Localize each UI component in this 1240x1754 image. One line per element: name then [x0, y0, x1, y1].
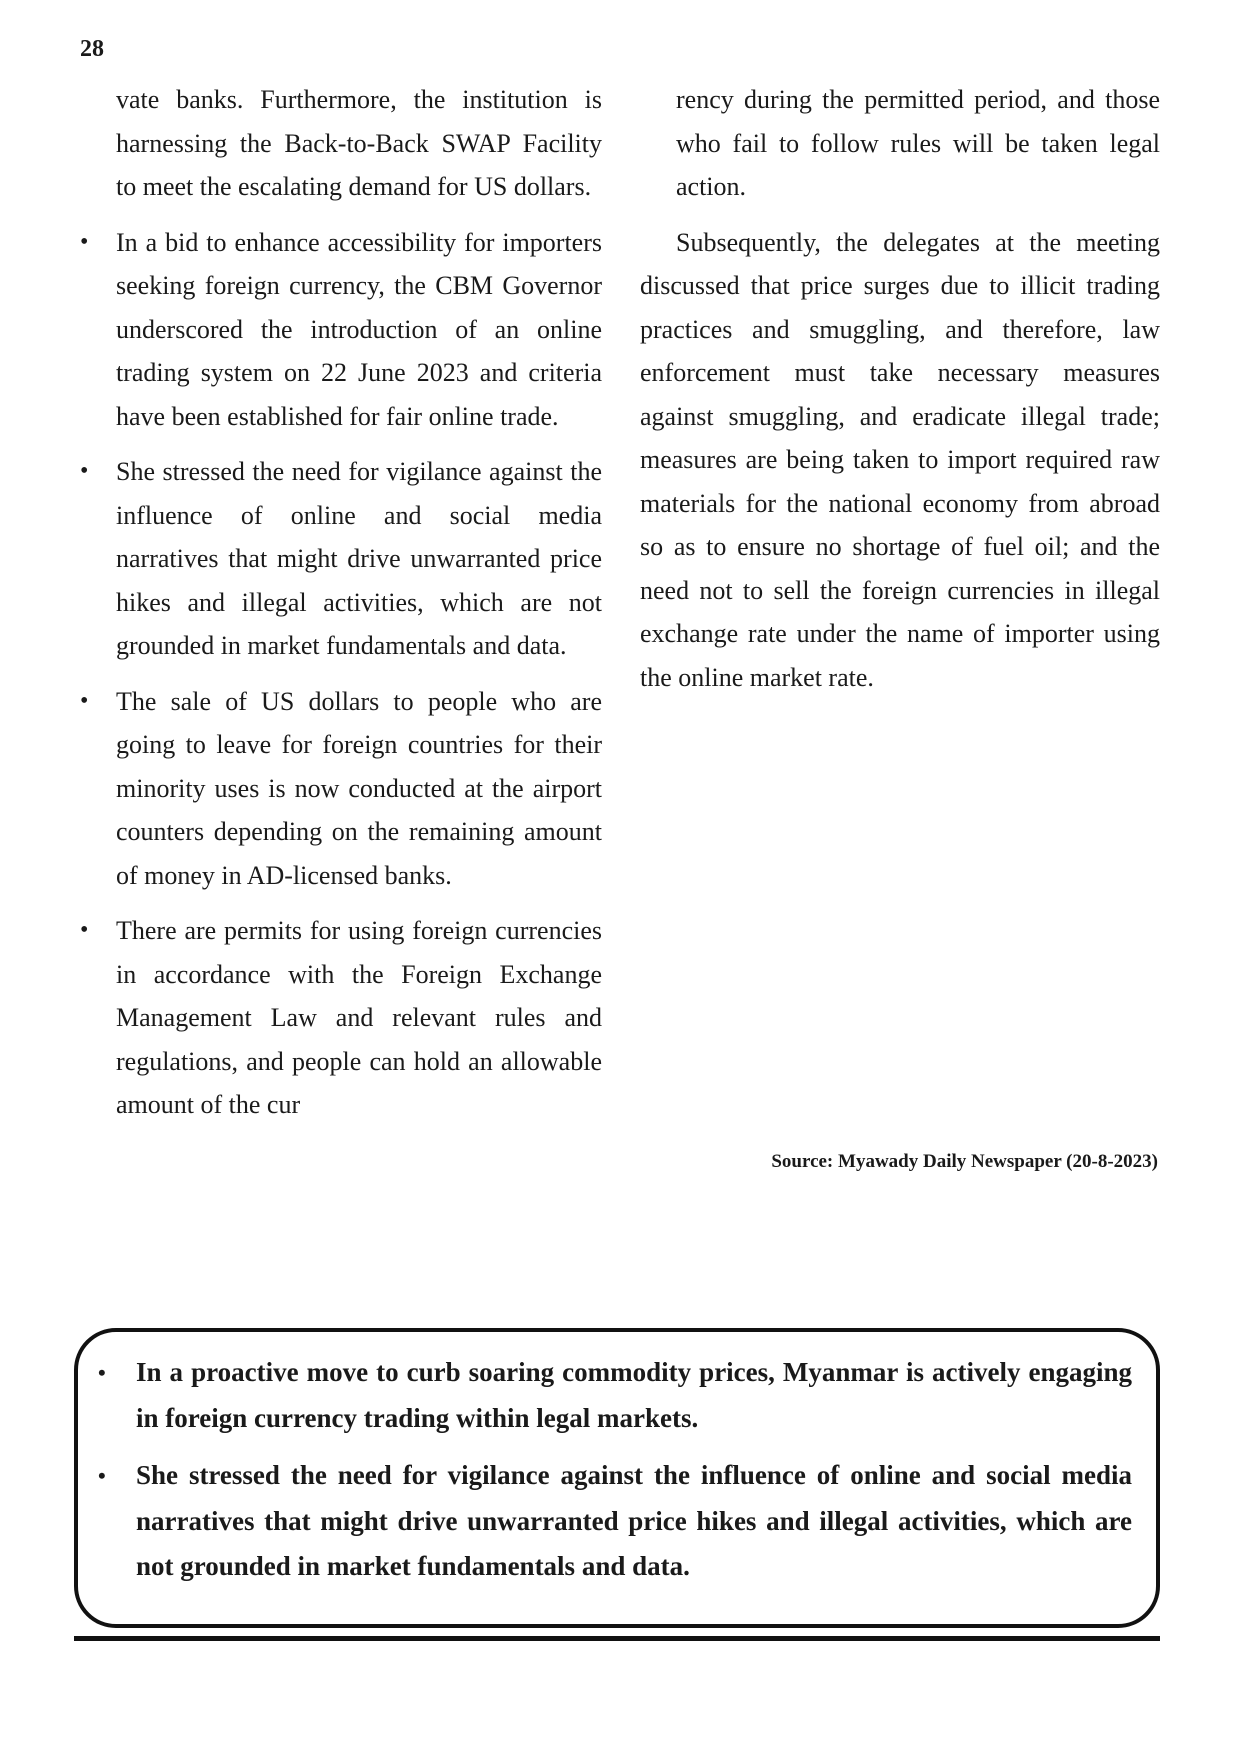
- bottom-rule: [74, 1636, 1160, 1641]
- body-paragraph: Subsequently, the delegates at the meeting discussed that price surges due to illicit trading practices and smuggling, and therefore, law enforcement must take necessary measures against smuggling, and eradicate illegal trade; measures are being taken to import required raw materials for the national economy from abroad so as to ensure no shortage of fuel oil; and the need not to sell the foreign currencies in illegal exchange rate under the name of importer using the online market rate.: [640, 227, 1160, 692]
- left-column: [80, 78, 602, 1127]
- bullet-icon: •: [80, 458, 89, 484]
- bullet-item: [80, 909, 602, 1127]
- source-citation: Source: Myawady Daily Newspaper (20-8-2023): [771, 1151, 1158, 1172]
- bullet-icon: •: [98, 1360, 106, 1385]
- bullet-item: [80, 450, 602, 668]
- bullet-icon: •: [98, 1463, 106, 1488]
- bullet-text: In a bid to enhance accessibility for importers seeking foreign currency, the CBM Governor underscored the introduction of an online trading system on 22 June 2023 and criteria have been established for fair online trade.: [116, 227, 602, 431]
- right-column: [640, 78, 1160, 699]
- bullet-item: [80, 680, 602, 898]
- summary-text: She stressed the need for vigilance against the influence of online and social media narratives that might drive unwarranted price hikes and illegal activities, which are not grounded in market fundamentals and data.: [136, 1460, 1132, 1581]
- summary-box: [74, 1328, 1160, 1628]
- left-continuation-paragraph: vate banks. Furthermore, the institution is harnessing the Back-to-Back SWAP Facility to meet the escalating demand for US dollars.: [116, 85, 602, 201]
- summary-text: In a proactive move to curb soaring commodity prices, Myanmar is actively engaging in foreign currency trading within legal markets.: [136, 1357, 1132, 1433]
- bullet-icon: •: [80, 687, 89, 714]
- bullet-text: There are permits for using foreign currencies in accordance with the Foreign Exchange Management Law and relevant rules and regulations, and people can hold an allowable amount of the cur: [116, 916, 602, 1119]
- bullet-icon: •: [80, 228, 89, 255]
- page-number: 28: [80, 36, 104, 62]
- bullet-text: She stressed the need for vigilance against the influence of online and social media narratives that might drive unwarranted price hikes and illegal activities, which are not grounded in market fundamentals and data.: [116, 457, 602, 660]
- bullet-item: [80, 221, 602, 439]
- bullet-text: The sale of US dollars to people who are going to leave for foreign countries for their minority uses is now conducted at the airport counters depending on the remaining amount of money in AD-licensed banks.: [116, 686, 602, 890]
- summary-item: [98, 1350, 1132, 1441]
- summary-item: [98, 1453, 1132, 1590]
- right-continuation-paragraph: rency during the permitted period, and those who fail to follow rules will be taken legal action.: [676, 85, 1160, 201]
- bullet-icon: •: [80, 917, 89, 943]
